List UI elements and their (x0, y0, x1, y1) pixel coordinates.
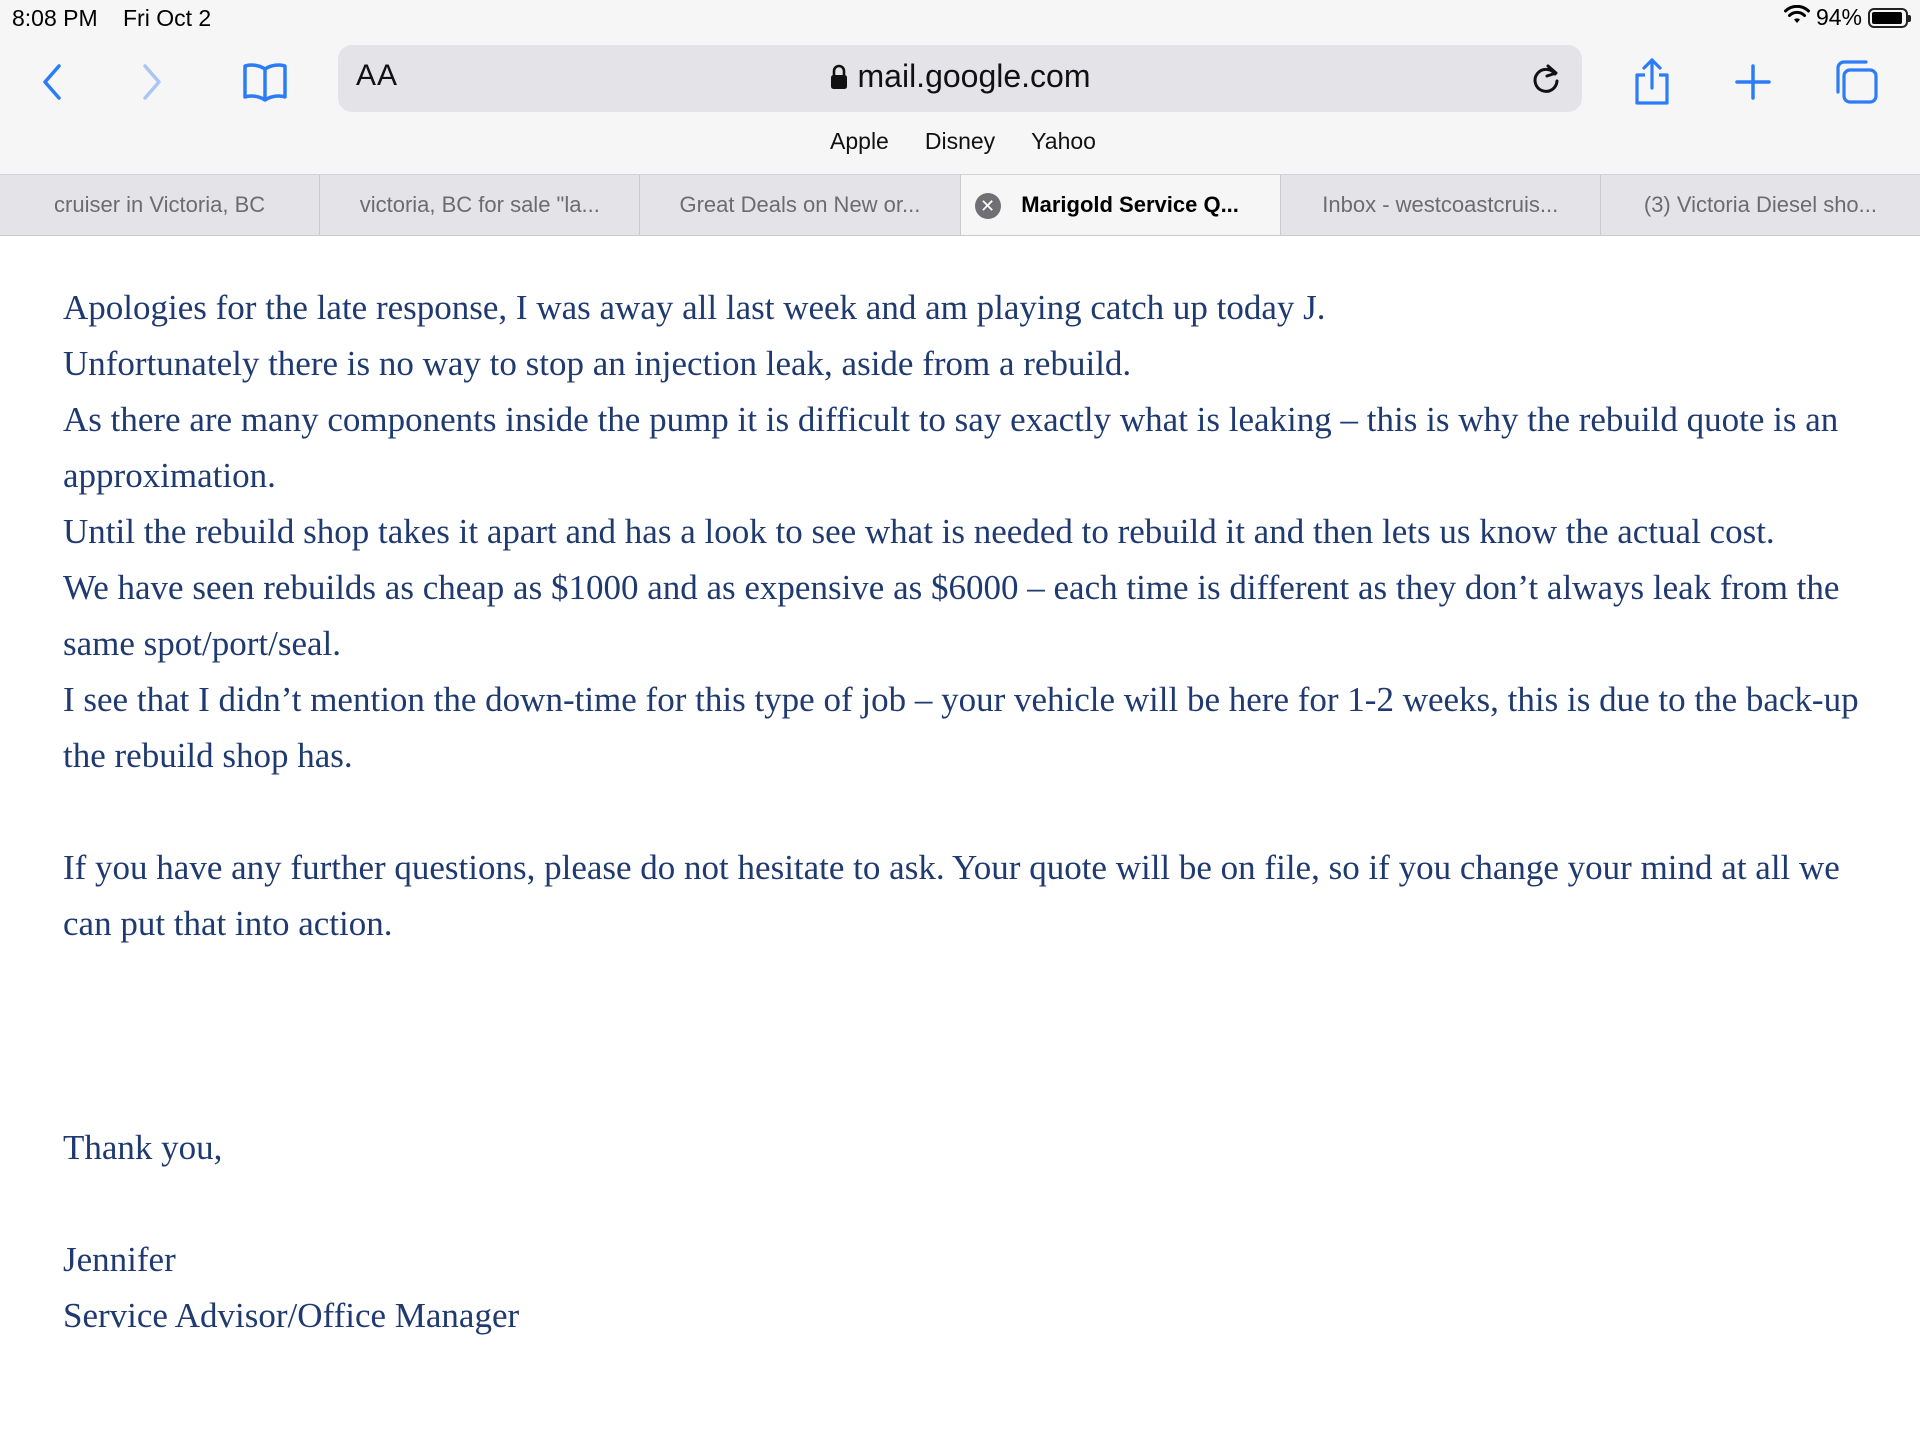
tab-label: Inbox - westcoastcruis... (1322, 192, 1559, 217)
battery-percent: 94% (1815, 4, 1862, 30)
share-button[interactable] (1622, 52, 1682, 112)
status-time: 8:08 PM (12, 5, 98, 31)
new-tab-button[interactable] (1723, 52, 1783, 112)
reload-button[interactable] (1524, 57, 1568, 101)
bookmarks-button[interactable] (235, 52, 295, 112)
email-paragraph: We have seen rebuilds as cheap as $1000 and as expensive as $6000 – each time is different as they don’t always leak from the same spot/port/seal. (63, 568, 1840, 663)
share-icon (1632, 57, 1672, 107)
tab-label: cruiser in Victoria, BC (54, 192, 266, 217)
signature-name: Jennifer (63, 1240, 176, 1279)
status-date: Fri Oct 2 (123, 5, 212, 31)
email-paragraph: Apologies for the late response, I was away all last week and am playing catch up today J. (63, 288, 1326, 327)
email-paragraph: Until the rebuild shop takes it apart and has a look to see what is needed to rebuild it and then lets us know the actual cost. (63, 512, 1775, 551)
spacer (63, 784, 1883, 840)
close-tab-icon[interactable]: ✕ (975, 193, 1001, 219)
favorite-disney[interactable]: Disney (924, 128, 996, 154)
tab-label: victoria, BC for sale "la... (359, 192, 600, 217)
status-bar (0, 0, 1920, 36)
chevron-right-icon (137, 62, 167, 102)
tab-item[interactable] (1281, 175, 1601, 235)
spacer (63, 952, 1883, 1120)
email-body (63, 280, 1883, 1344)
tab-bar (0, 174, 1920, 236)
favorite-apple[interactable]: Apple (830, 128, 889, 154)
book-icon (241, 61, 289, 103)
signature-title: Service Advisor/Office Manager (63, 1296, 520, 1335)
email-paragraph: Unfortunately there is no way to stop an injection leak, aside from a rebuild. (63, 344, 1132, 383)
favorite-yahoo[interactable]: Yahoo (1031, 128, 1096, 154)
tab-label: Great Deals on New or... (679, 192, 921, 217)
lock-icon (830, 64, 848, 90)
favorites-bar (0, 128, 1920, 155)
back-button[interactable] (22, 52, 82, 112)
tabs-overview-icon (1832, 58, 1880, 106)
tabs-overview-button[interactable] (1826, 52, 1886, 112)
email-closing-paragraph: If you have any further questions, please do not hesitate to ask. Your quote will be on file, so if you change your mind at all we can put that into action. (63, 848, 1840, 943)
tab-label: Marigold Service Q... (1021, 192, 1239, 217)
address-bar[interactable] (338, 45, 1582, 112)
tab-item[interactable] (1601, 175, 1920, 235)
browser-chrome (0, 0, 1920, 236)
tab-item[interactable] (640, 175, 960, 235)
reload-icon (1529, 62, 1563, 96)
url-text: mail.google.com (857, 58, 1091, 94)
tab-label: (3) Victoria Diesel sho... (1643, 192, 1878, 217)
reader-options-label: AA (356, 59, 399, 92)
plus-icon (1733, 62, 1773, 102)
forward-button[interactable] (122, 52, 182, 112)
spacer (63, 1176, 1883, 1232)
battery-icon (1868, 8, 1908, 28)
email-paragraph: I see that I didn’t mention the down-time for this type of job – your vehicle will be here for 1-2 weeks, this is due to the back-up the rebuild shop has. (63, 680, 1859, 775)
tab-item[interactable] (320, 175, 640, 235)
url-display[interactable] (338, 58, 1582, 95)
status-indicators (1784, 4, 1908, 31)
battery-level-fill (1872, 12, 1902, 24)
email-paragraph: As there are many components inside the pump it is difficult to say exactly what is leaking – this is why the rebuild quote is an approximation. (63, 400, 1839, 495)
tab-item[interactable] (0, 175, 320, 235)
email-sign-off: Thank you, (63, 1128, 223, 1167)
wifi-icon (1784, 4, 1810, 31)
tab-item-active[interactable] (961, 175, 1281, 235)
chevron-left-icon (37, 62, 67, 102)
